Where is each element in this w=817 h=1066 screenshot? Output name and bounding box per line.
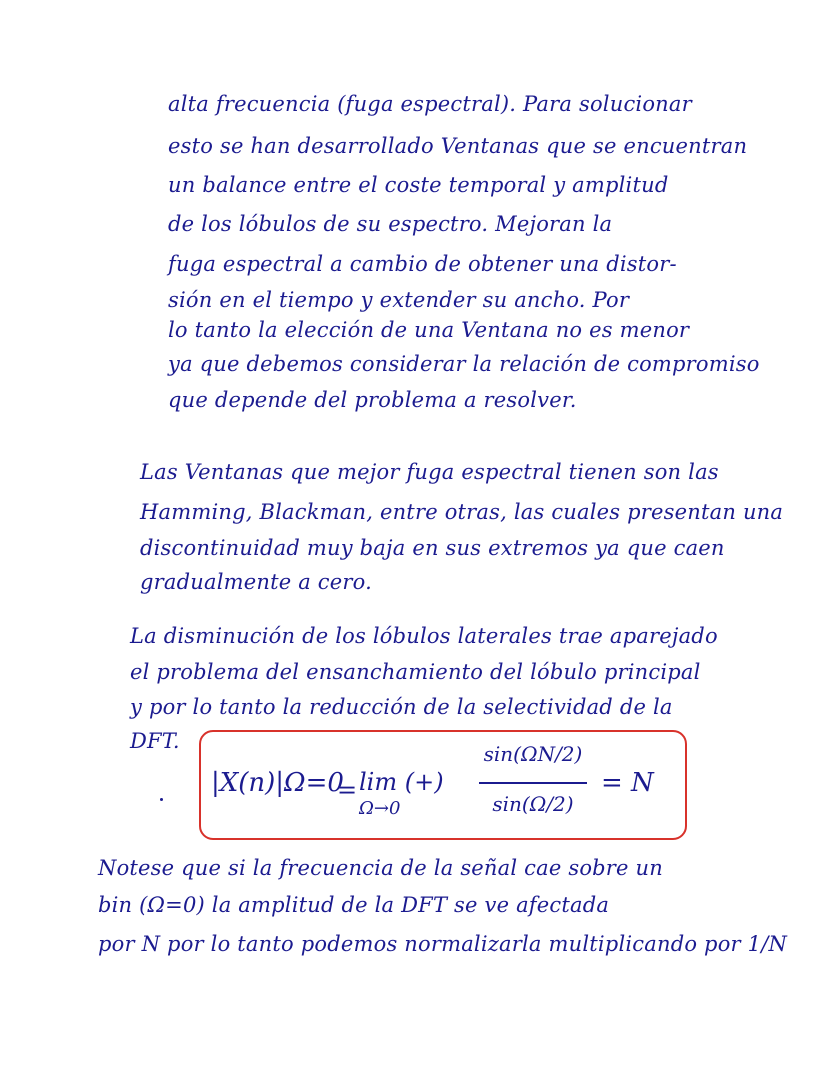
p4-line-2: bin (Ω=0) la amplitud de la DFT se ve afectada xyxy=(98,893,610,917)
p3-line-2: el problema del ensanchamiento del lóbulo principal xyxy=(130,660,701,684)
formula-box xyxy=(199,730,687,840)
ink-dot xyxy=(160,798,163,801)
formula-equals: = xyxy=(337,776,358,804)
p1-line-6: sión en el tiempo y extender su ancho. Por xyxy=(168,288,630,312)
p1-line-5: fuga espectral a cambio de obtener una distor- xyxy=(168,252,677,276)
p1-line-2: esto se han desarrollado Ventanas que se encuentran xyxy=(168,134,748,158)
p1-line-3: un balance entre el coste temporal y amplitud xyxy=(168,173,669,197)
p2-line-4: gradualmente a cero. xyxy=(140,570,372,594)
p2-line-3: discontinuidad muy baja en sus extremos ya que caen xyxy=(140,536,725,560)
p1-line-8: ya que debemos considerar la relación de compromiso xyxy=(168,352,760,376)
fraction-bar xyxy=(479,782,587,784)
p1-line-4: de los lóbulos de su espectro. Mejoran la xyxy=(168,212,613,236)
formula xyxy=(201,732,685,838)
formula-rhs: = N xyxy=(601,768,654,798)
p2-line-1: Las Ventanas que mejor fuga espectral tienen son las xyxy=(140,460,719,484)
p3-line-3: y por lo tanto la reducción de la selectividad de la xyxy=(130,695,673,719)
p3-line-4: DFT. xyxy=(130,729,180,753)
p1-line-1: alta frecuencia (fuga espectral). Para solucionar xyxy=(168,92,692,116)
p3-line-1: La disminución de los lóbulos laterales trae aparejado xyxy=(130,624,718,648)
formula-lhs: |X(n)|Ω=0 xyxy=(211,768,344,798)
formula-fraction xyxy=(479,740,587,832)
p2-line-2: Hamming, Blackman, entre otras, las cuales presentan una xyxy=(140,500,784,524)
formula-denominator: sin(Ω/2) xyxy=(492,792,574,816)
p1-line-9: que depende del problema a resolver. xyxy=(168,388,577,412)
formula-lim: lim (+) xyxy=(359,768,444,796)
formula-numerator: sin(ΩN/2) xyxy=(483,742,583,766)
p1-line-7: lo tanto la elección de una Ventana no es menor xyxy=(168,318,690,342)
formula-lim-subscript: Ω→0 xyxy=(359,798,401,819)
p4-line-1: Notese que si la frecuencia de la señal cae sobre un xyxy=(98,856,664,880)
p4-line-3: por N por lo tanto podemos normalizarla multiplicando por 1/N xyxy=(98,932,788,956)
